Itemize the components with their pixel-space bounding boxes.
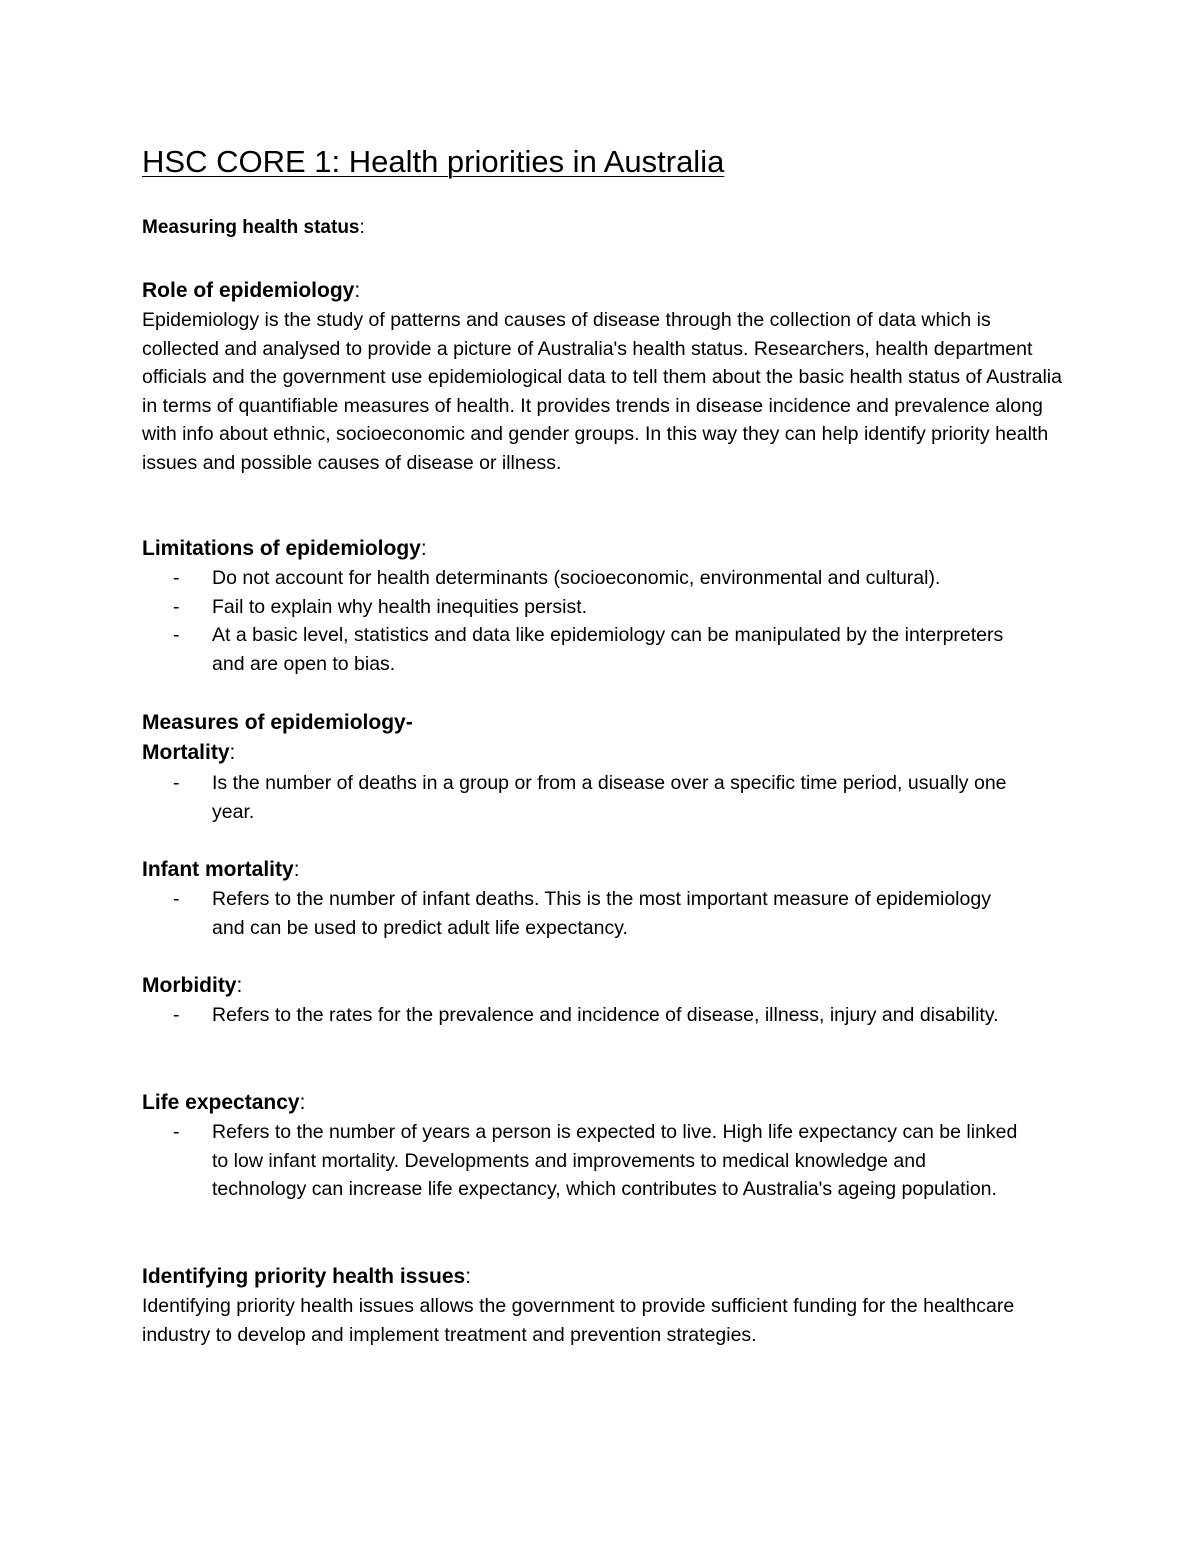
- list-item: [142, 621, 1022, 678]
- heading-text: Morbidity: [142, 974, 237, 997]
- morbidity-list: [142, 1001, 1022, 1030]
- heading-measures-of-epidemiology: Measures of epidemiology-: [142, 711, 413, 734]
- heading-morbidity: [142, 971, 242, 1001]
- list-item: [142, 769, 1022, 826]
- identifying-priority-health-issues-paragraph: Identifying priority health issues allows the government to provide sufficient funding for the healthcare industry to develop and implement treatment and prevention strategies.: [142, 1295, 1015, 1346]
- role-of-epidemiology-paragraph: Epidemiology is the study of patterns and causes of disease through the collection of data which is collected and analysed to provide a picture of Australia's health status. Researchers, health department officials and the government use epidemiological data to tell them about the basic health status of Australia in terms of quantifiable measures of health. It provides trends in disease incidence and prevalence along with info about ethnic, socioeconomic and gender groups. In this way they can help identify priority health issues and possible causes of disease or illness.: [142, 309, 1062, 474]
- bullet-dash: -: [173, 888, 180, 910]
- list-item-text: Refers to the number of years a person is expected to live. High life expectancy can be linked to low infant mortality. Developments and improvements to medical knowledge and technology can increase life expectancy, which contributes to Australia's ageing population.: [212, 1121, 1018, 1200]
- heading-text: Role of epidemiology: [142, 279, 355, 302]
- heading-colon: :: [236, 974, 243, 997]
- heading-colon: :: [359, 217, 365, 238]
- heading-colon: :: [229, 741, 236, 764]
- infant-mortality-list: [142, 885, 1022, 942]
- list-item: [142, 593, 1022, 622]
- heading-colon: :: [465, 1265, 472, 1288]
- bullet-dash: -: [173, 595, 180, 618]
- bullet-dash: -: [173, 624, 180, 646]
- bullet-dash: -: [173, 1121, 180, 1143]
- heading-role-of-epidemiology: [142, 276, 360, 306]
- limitations-list: [142, 564, 1022, 678]
- list-item: [142, 1118, 1022, 1204]
- heading-text: Life expectancy: [142, 1091, 300, 1114]
- list-item: [142, 885, 1022, 942]
- heading-identifying-priority-health-issues: [142, 1262, 471, 1292]
- heading-mortality: [142, 738, 235, 768]
- heading-life-expectancy: [142, 1088, 305, 1118]
- list-item: [142, 564, 1022, 593]
- heading-colon: :: [299, 1091, 306, 1114]
- heading-infant-mortality: [142, 855, 300, 885]
- list-item-text: Refers to the rates for the prevalence and incidence of disease, illness, injury and disability.: [212, 1004, 999, 1026]
- heading-limitations-of-epidemiology: [142, 534, 427, 564]
- heading-text: Identifying priority health issues: [142, 1265, 466, 1288]
- list-item-text: Is the number of deaths in a group or from a disease over a specific time period, usually one year.: [212, 772, 1007, 823]
- heading-text: Limitations of epidemiology: [142, 537, 421, 560]
- list-item-text: At a basic level, statistics and data like epidemiology can be manipulated by the interpreters and are open to bias.: [212, 624, 1004, 675]
- life-expectancy-list: [142, 1118, 1022, 1204]
- list-item-text: Refers to the number of infant deaths. This is the most important measure of epidemiology and can be used to predict adult life expectancy.: [212, 888, 991, 939]
- list-item-text: Do not account for health determinants (socioeconomic, environmental and cultural).: [212, 567, 941, 589]
- heading-colon: :: [420, 537, 427, 560]
- bullet-dash: -: [173, 567, 180, 589]
- heading-text: Measuring health status: [142, 217, 360, 238]
- list-item: [142, 1001, 1022, 1030]
- bullet-dash: -: [173, 1004, 180, 1026]
- list-item-text: Fail to explain why health inequities persist.: [212, 595, 588, 618]
- heading-colon: :: [293, 858, 300, 881]
- bullet-dash: -: [173, 772, 180, 794]
- document-title: HSC CORE 1: Health priorities in Australia: [142, 144, 725, 179]
- heading-colon: :: [354, 279, 361, 302]
- heading-text: Mortality: [142, 741, 230, 764]
- heading-text: Infant mortality: [142, 858, 294, 881]
- mortality-list: [142, 769, 1022, 826]
- heading-measuring-health-status: [142, 214, 365, 242]
